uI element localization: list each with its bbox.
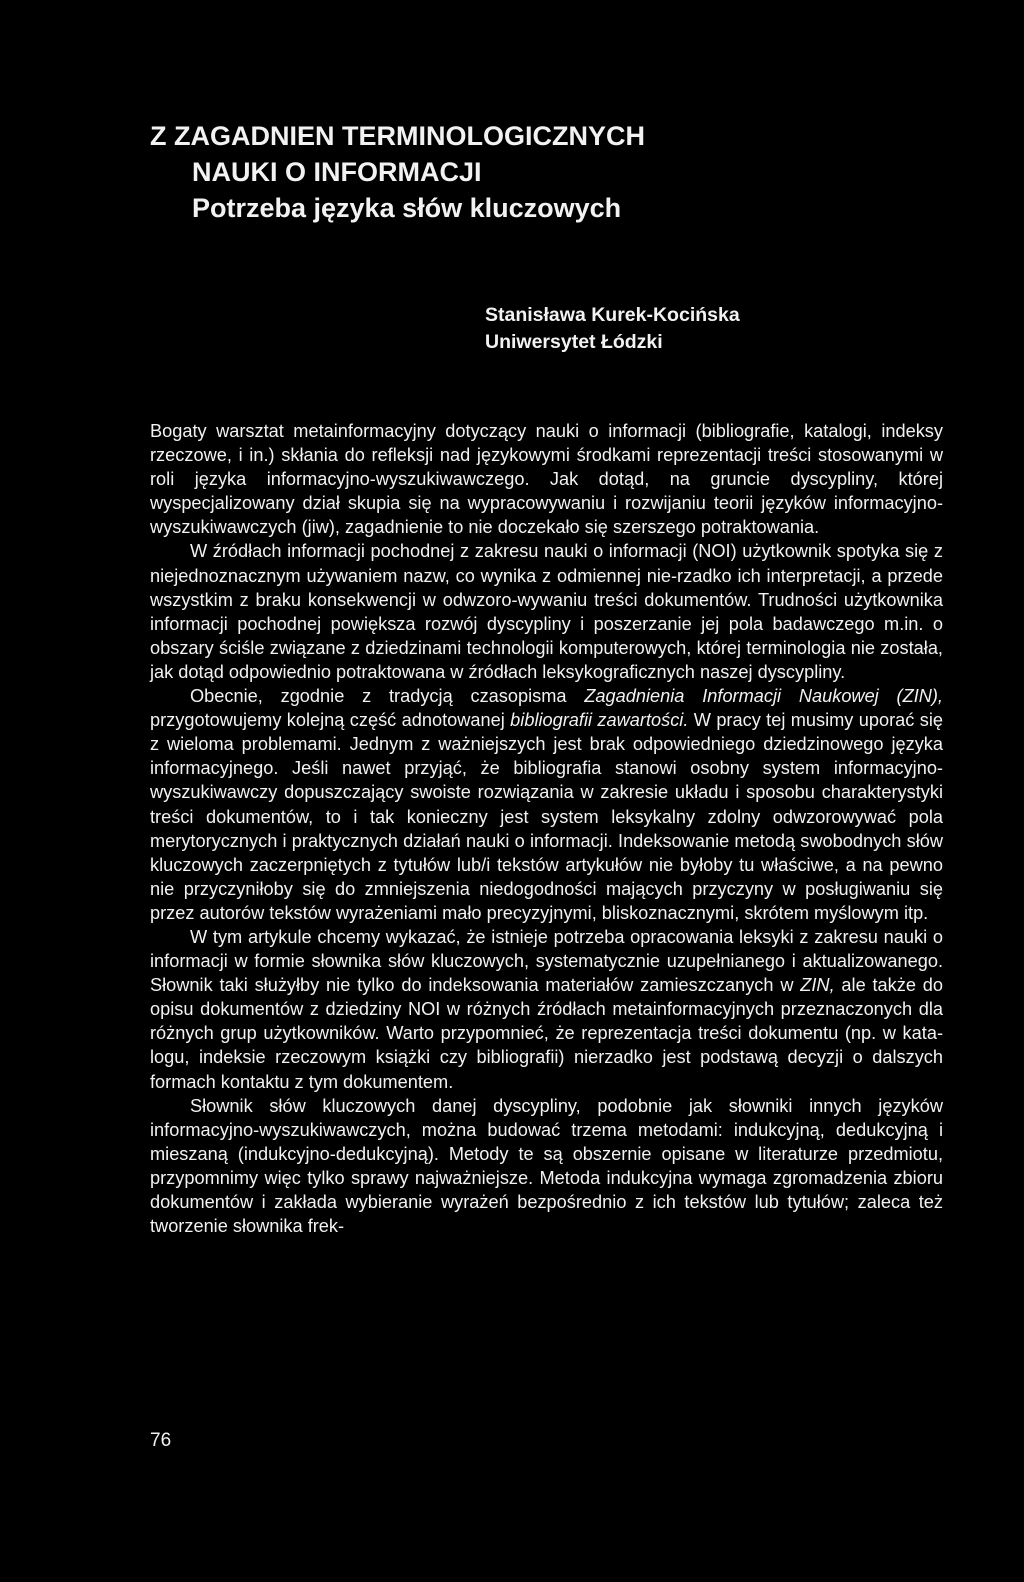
- article-title: [150, 118, 645, 226]
- journal-abbreviation: ZIN,: [800, 975, 835, 996]
- paragraph-4: [150, 925, 943, 1094]
- page-number: 76: [150, 1430, 172, 1451]
- paragraph-1: Bogaty warsztat metainformacyjny dotyczący nauki o informacji (bibliografie, katalogi, indeksy rzeczowe, i in.) skłania do refleksji nad językowymi środkami reprezentacji treści stosowanymi w roli języka informacyjno-wyszukiwawczego. Jak dotąd, na gruncie dyscypliny, której wyspecjalizowany dział skupia się na wypracowywaniu i rozwijaniu teorii języków informacyjno-wyszukiwawczych (jiw), zagadnienie to nie doczekało się szerszego potraktowania.: [150, 421, 943, 538]
- article-body: [150, 419, 943, 1238]
- paragraph-3-part-b: przygotowujemy kolejną część adnotowanej: [150, 710, 511, 731]
- journal-title: Zagadnienia Informacji Naukowej (ZIN),: [584, 686, 943, 707]
- author-affiliation: Uniwersytet Łódzki: [485, 331, 663, 353]
- paragraph-4-part-a: W tym artykule chcemy wykazać, że istnieje potrzeba opracowania leksyki z zakresu nauki o informacji w formie słownika słów kluczowych, systematycznie uzupełnianego i aktualizowanego. Słownik taki służyłby nie tylko do indeksowania materiałów zamieszczanych w: [150, 926, 943, 996]
- bibliography-title: bibliografii zawartości.: [510, 710, 689, 731]
- paragraph-3-part-a: Obecnie, zgodnie z tradycją czasopisma: [190, 686, 585, 707]
- paragraph-4-part-b: ale także do opisu dokumentów z dziedziny NOI w różnych źródłach metainformacyjnych przeznaczonych dla różnych grup użytkowników. Warto przypomnieć, że reprezentacja treści dokumentu (np. w katalogu, indeksie rzeczowym książki czy bibliografii) nierzadko jest podstawą decyzji o dalszych formach kontaktu z tym dokumentem.: [150, 975, 943, 1092]
- author-block: [485, 302, 740, 356]
- paragraph-3: [150, 684, 943, 925]
- paragraph-5: Słownik słów kluczowych danej dyscypliny, podobnie jak słowniki innych języków informacyjno-wyszukiwawczych, można budować trzema metodami: indukcyjną, dedukcyjną i mieszaną (indukcyjno-dedukcyjną). Metody te są obszernie opisane w literaturze przedmiotu, przypomnimy więc tylko sprawy najważniejsze. Metoda indukcyjna wymaga zgromadzenia zbioru dokumentów i zakłada wybieranie wyrażeń bezpośrednio z ich tekstów lub tytułów; zaleca też tworzenie słownika frek-: [150, 1095, 943, 1237]
- paragraph-2: W źródłach informacji pochodnej z zakresu nauki o informacji (NOI) użytkownik spotyka się z niejednoznacznym używaniem nazw, co wynika z odmiennej nie-rzadko ich interpretacji, a przede wszystkim z braku konsekwencji w odwzoro-wywaniu treści dokumentów. Trudności użytkownika informacji pochodnej powiększa rozwój dyscypliny i poszerzanie jej pola badawczego m.in. o obszary ściśle związane z dziedzinami technologii komputerowych, której terminologia nie została, jak dotąd odpowiednio potraktowana w źródłach leksykograficznych naszej dyscypliny.: [150, 541, 943, 682]
- paragraph-3-part-c: W pracy tej musimy uporać się z wieloma problemami. Jednym z ważniejszych jest brak odpowiedniego dziedzinowego języka informacyjnego. Jeśli nawet przyjąć, że bibliografia stanowi osobny system informacyjno-wyszukiwawczy dopuszczający swoiste rozwiązania w zakresie układu i sposobu charakterystyki treści dokumentów, to i tak konieczny jest system leksykalny zdolny odwzorowywać pola merytorycznych i praktycznych działań nauki o informacji. Indeksowanie metodą swobodnych słów kluczowych zaczerpniętych z tytułów lub/i tekstów artykułów nie byłoby tu właściwe, a na pewno nie przyczyniłoby się do zmniejszenia niedogodności mających przyczyny w posługiwaniu się przez autorów tekstów wyrażeniami mało precyzyjnymi, bliskoznacznymi, skrótem myślowym itp.: [150, 710, 943, 923]
- title-line-1: Z ZAGADNIEN TERMINOLOGICZNYCH: [150, 121, 645, 151]
- title-line-2: NAUKI O INFORMACJI: [192, 157, 482, 187]
- title-line-3: Potrzeba języka słów kluczowych: [192, 193, 622, 223]
- author-name: Stanisława Kurek-Kocińska: [485, 304, 740, 326]
